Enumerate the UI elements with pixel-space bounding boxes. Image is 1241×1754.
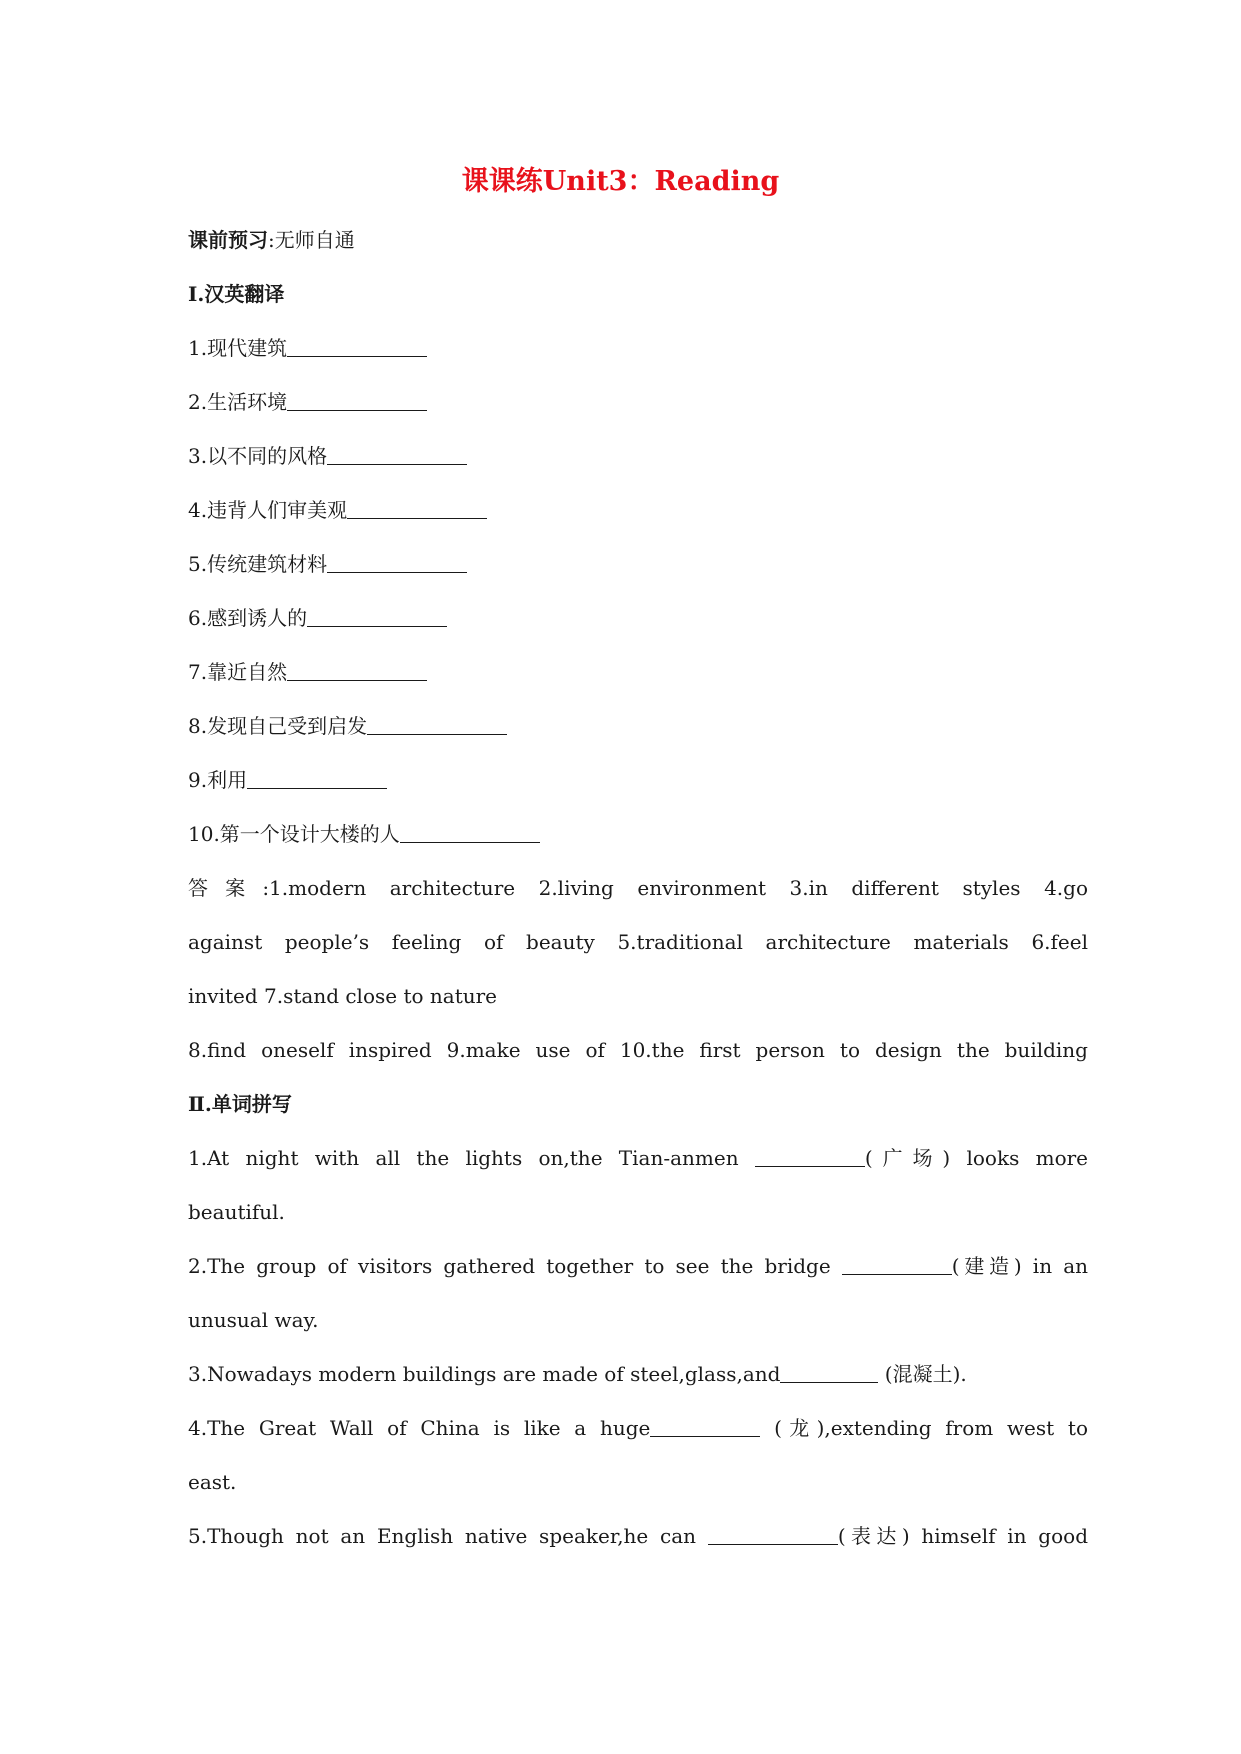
question-text: 4.The Great Wall of China is like a huge [188,1416,651,1440]
translation-item [188,384,1088,438]
item-text: 1.现代建筑 [188,336,288,360]
answer-blank[interactable] [708,1522,838,1545]
answer-blank[interactable] [347,496,487,519]
spelling-question-cont: east. [188,1470,237,1494]
item-text: 8.发现自己受到启发 [188,714,368,738]
question-text: 3.Nowadays modern buildings are made of steel,glass,and [188,1362,781,1386]
spelling-question-cont: beautiful. [188,1200,285,1224]
section2-heading: Ⅱ.单词拼写 [188,1092,292,1116]
answer-blank[interactable] [780,1360,878,1383]
item-text: 7.靠近自然 [188,660,288,684]
item-text: 10.第一个设计大楼的人 [188,822,400,846]
translation-item [188,762,1088,816]
answer-blank[interactable] [367,712,507,735]
answer-blank[interactable] [307,604,447,627]
preview-line [188,222,1088,276]
question-text: (龙),extending from west to [760,1416,1088,1440]
item-text: 9.利用 [188,768,248,792]
question-text: (表达) himself in good [837,1524,1088,1548]
answer-line: 8.find oneself inspired 9.make use of 10.the first person to design the building [188,1038,1088,1062]
translation-item [188,708,1088,762]
translation-item [188,600,1088,654]
page-title: 课课练Unit3：Reading [461,166,780,197]
translation-item [188,438,1088,492]
question-text: (混凝土). [878,1362,967,1386]
translation-item [188,816,1088,870]
answer-line: 答案:1.modern architecture 2.living environment 3.in different styles 4.go [188,876,1088,900]
question-text: 5.Though not an English native speaker,he can [188,1524,697,1548]
answer-blank[interactable] [755,1144,865,1167]
answer-blank[interactable] [327,442,467,465]
translation-item [188,654,1088,708]
item-text: 6.感到诱人的 [188,606,308,630]
preview-text: 无师自通 [274,228,355,252]
answer-blank[interactable] [842,1252,952,1275]
preview-label: 课前预习 [188,228,268,252]
item-text: 4.违背人们审美观 [188,498,348,522]
spelling-question-cont: unusual way. [188,1308,319,1332]
answer-line: against people’s feeling of beauty 5.traditional architecture materials 6.feel [188,930,1088,954]
item-text: 5.传统建筑材料 [188,552,328,576]
spelling-question [188,1140,1088,1194]
translation-item [188,492,1088,546]
translation-item [188,330,1088,384]
answer-blank[interactable] [287,658,427,681]
worksheet-body [188,222,1088,1572]
answer-blank[interactable] [287,334,427,357]
section1-heading: Ⅰ.汉英翻译 [188,282,285,306]
item-text: 2.生活环境 [188,390,288,414]
preview-separator: : [268,228,275,252]
answer-blank[interactable] [247,766,387,789]
question-text: (建造) in an [951,1254,1088,1278]
question-text: (广场) looks more [864,1146,1088,1170]
translation-item [188,546,1088,600]
question-text: 1.At night with all the lights on,the Tian-anmen [188,1146,739,1170]
answer-blank[interactable] [327,550,467,573]
spelling-question [188,1248,1088,1302]
answer-blank[interactable] [400,820,540,843]
answer-blank[interactable] [650,1414,760,1437]
spelling-question [188,1518,1088,1572]
answer-blank[interactable] [287,388,427,411]
spelling-question [188,1410,1088,1464]
spelling-question [188,1356,1088,1410]
question-text: 2.The group of visitors gathered together to see the bridge [188,1254,831,1278]
answer-line: invited 7.stand close to nature [188,984,498,1008]
item-text: 3.以不同的风格 [188,444,328,468]
